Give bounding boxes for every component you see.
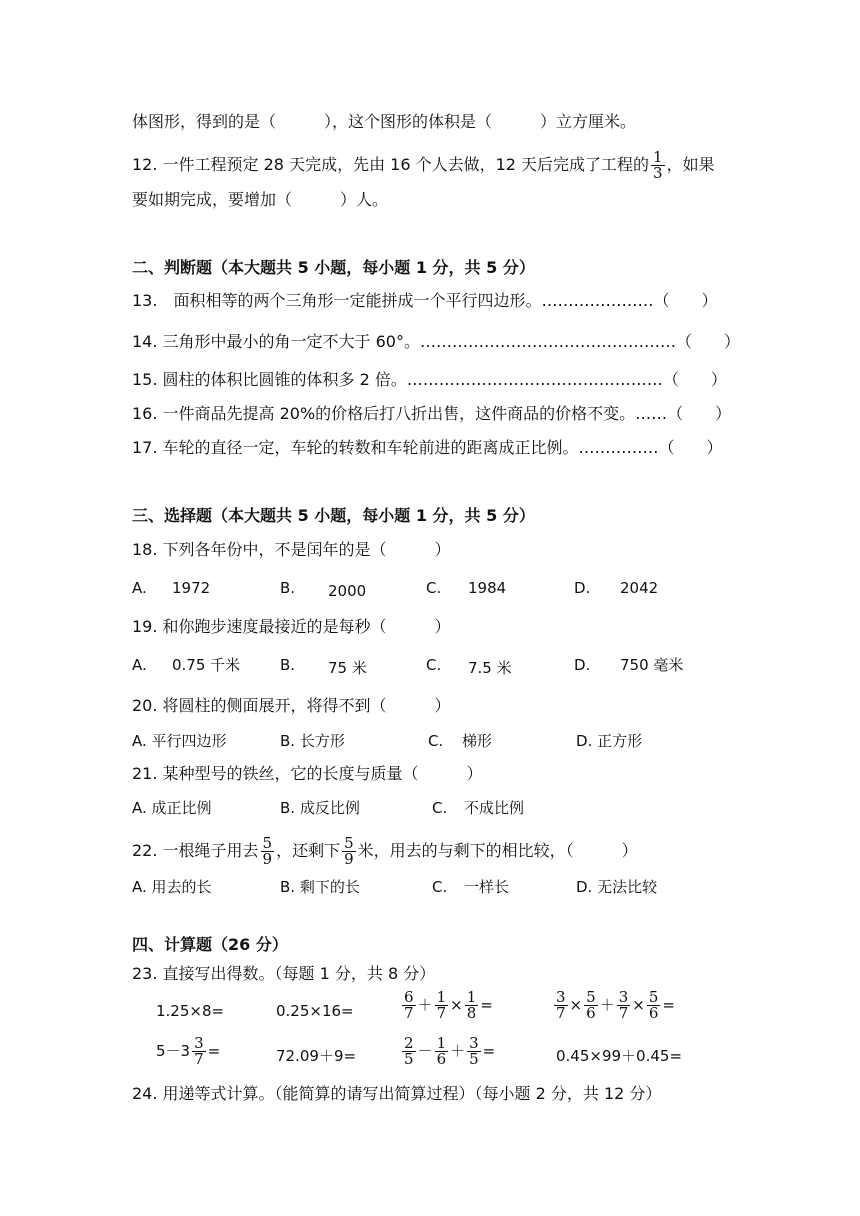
option: B. 长方形 — [280, 732, 345, 750]
option-value: 梯形 — [462, 732, 493, 750]
option-value: 75 米 — [328, 659, 367, 677]
calc-item: 5－3 $\frac{3}{7}$ = — [156, 1034, 221, 1068]
section-title: 二、判断题（本大题共 5 小题，每小题 1 分，共 5 分） — [132, 258, 535, 277]
option-label: C. — [432, 878, 448, 896]
option-value: 0.75 千米 — [172, 656, 241, 674]
calc-item: $\frac{3}{7}$ × $\frac{5}{6}$ ＋ $\frac{3}{7}$ × $\frac{5}{6}$ = — [556, 988, 675, 1022]
question-18: 18. 下列各年份中，不是闰年的是（ ） — [132, 540, 451, 559]
question-16: 16. 一件商品先提高 20%的价格后打八折出售，这件商品的价格不变。……（ ） — [132, 404, 732, 423]
question-15: 15. 圆柱的体积比圆锥的体积多 2 倍。…………………………………………（ ） — [132, 370, 727, 389]
option: B. 剩下的长 — [280, 878, 360, 896]
option-value: 不成比例 — [464, 799, 525, 817]
question-13: 13. 面积相等的两个三角形一定能拼成一个平行四边形。…………………（ ） — [132, 291, 718, 310]
question-21: 21. 某种型号的铁丝，它的长度与质量（ ） — [132, 764, 483, 783]
section-title: 三、选择题（本大题共 5 小题，每小题 1 分，共 5 分） — [132, 506, 535, 525]
question-12: 12. 一件工程预定 28 天完成，先由 16 个人去做，12 天后完成了工程的 $\frac{1}{3}$ ，如果 — [132, 148, 715, 182]
option: D. 正方形 — [576, 732, 643, 750]
option-label: A. — [132, 656, 147, 674]
question-22: 22. 一根绳子用去 $\frac{5}{9}$ ，还剩下 $\frac{5}{9}$ 米，用去的与剩下的相比较，（ ） — [132, 834, 638, 868]
option-value: 1972 — [172, 579, 211, 597]
section-title: 四、计算题（26 分） — [132, 935, 288, 954]
option: A. 用去的长 — [132, 878, 212, 896]
option-label: B. — [280, 579, 296, 597]
question-17: 17. 车轮的直径一定，车轮的转数和车轮前进的距离成正比例。……………（ ） — [132, 438, 723, 457]
text-line: 体图形，得到的是（ ），这个图形的体积是（ ）立方厘米。 — [132, 112, 637, 131]
option-label: C. — [426, 656, 442, 674]
fraction: $\frac{5}{9}$ — [262, 834, 273, 868]
option: A. 成正比例 — [132, 799, 212, 817]
question-24: 24. 用递等式计算。（能简算的请写出简算过程）（每小题 2 分，共 12 分） — [132, 1084, 662, 1103]
option: B. 成反比例 — [280, 799, 360, 817]
option-value: 一样长 — [464, 878, 510, 896]
option-label: C. — [426, 579, 442, 597]
calc-item: 0.25×16= — [276, 1002, 354, 1020]
option-label: C. — [432, 799, 448, 817]
option-label: B. — [280, 656, 296, 674]
question-23: 23. 直接写出得数。（每题 1 分，共 8 分） — [132, 964, 436, 983]
calc-item: 0.45×99＋0.45= — [556, 1047, 683, 1065]
option-value: 1984 — [468, 579, 507, 597]
question-19: 19. 和你跑步速度最接近的是每秒（ ） — [132, 617, 451, 636]
calc-item: $\frac{6}{7}$ ＋ $\frac{1}{7}$ × $\frac{1}{8}$ = — [404, 988, 493, 1022]
question-20: 20. 将圆柱的侧面展开，将得不到（ ） — [132, 696, 451, 715]
text-line: 要如期完成，要增加（ ）人。 — [132, 190, 389, 209]
option-value: 2042 — [620, 579, 659, 597]
option-value: 750 毫米 — [620, 656, 684, 674]
option-value: 2000 — [328, 582, 367, 600]
fraction: $\frac{1}{3}$ — [653, 148, 663, 182]
calc-item: 1.25×8= — [156, 1002, 225, 1020]
option-value: 7.5 米 — [468, 659, 512, 677]
calc-item: 72.09＋9= — [276, 1047, 357, 1065]
fraction: $\frac{5}{9}$ — [344, 834, 354, 868]
option-label: D. — [574, 656, 591, 674]
option: A. 平行四边形 — [132, 732, 227, 750]
calc-item: $\frac{2}{5}$ － $\frac{1}{6}$ ＋ $\frac{3}{5}$ = — [404, 1034, 496, 1068]
option-label: A. — [132, 579, 147, 597]
option: D. 无法比较 — [576, 878, 658, 896]
option-label: C. — [428, 732, 444, 750]
question-14: 14. 三角形中最小的角一定不大于 60°。…………………………………………（ ） — [132, 332, 740, 351]
option-label: D. — [574, 579, 591, 597]
